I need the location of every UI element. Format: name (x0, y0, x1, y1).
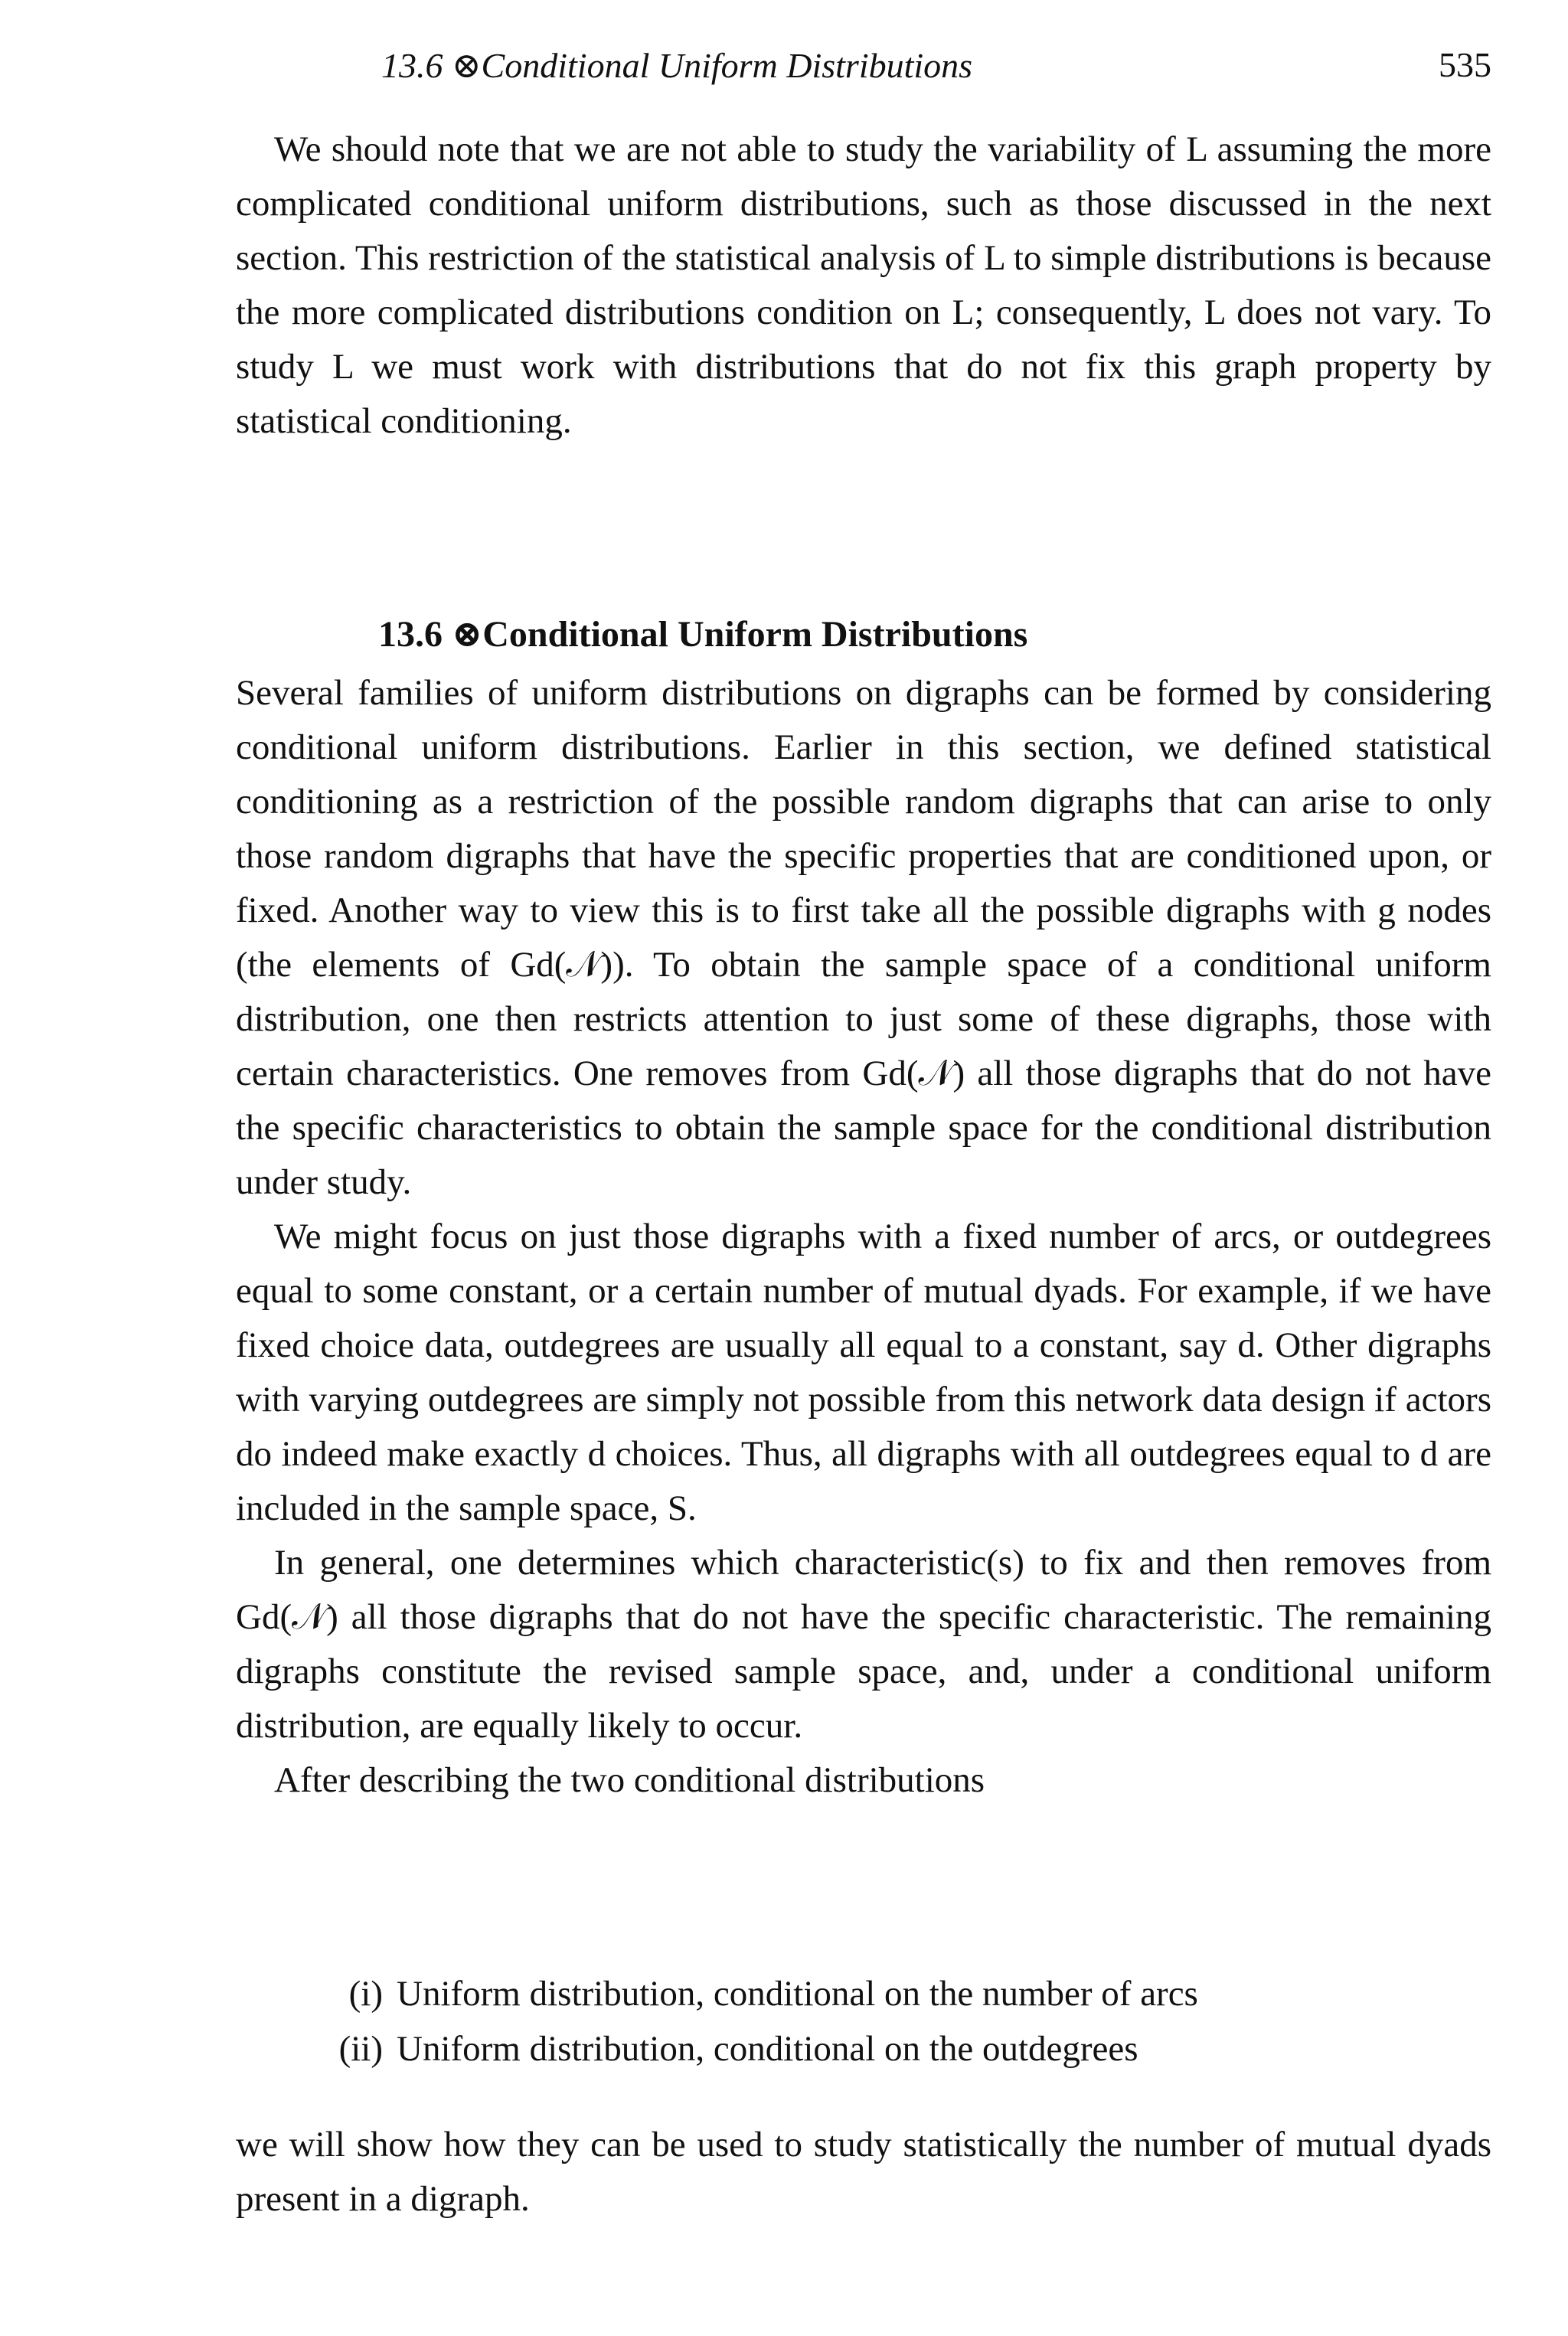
conditional-distributions-list (306, 1966, 1198, 2076)
closing-block (236, 2118, 1491, 2227)
intro-paragraph: We should note that we are not able to study the variability of L assuming the more complicated conditional uniform distributions, such as those discussed in the next section. This restriction of the statistical analysis of L to simple distributions is because the more complicated distributions condition on L; consequently, L does not vary. To study L we must work with distributions that do not fix this graph property by statistical conditioning. (236, 129, 1491, 441)
section-heading: 13.6 ⊗Conditional Uniform Distributions (378, 614, 1028, 655)
page-number: 535 (1439, 45, 1491, 84)
section-paragraph-1: Several families of uniform distributions on digraphs can be formed by considering conditional uniform distributions. Earlier in this section, we defined statistical conditioning as a restriction of the possible random digraphs that can arise to only those random digraphs that have the specific properties that are conditioned upon, or fixed. Another way to view this is to first take all the possible digraphs with g nodes (the elements of Gd(𝒩)). To obtain the sample space of a conditional uniform distribution, one then restricts attention to just some of these digraphs, those with certain characteristics. One removes from Gd(𝒩) all those digraphs that do not have the specific characteristics to obtain the sample space for the conditional distribution under study. (236, 673, 1491, 1202)
list-marker: (i) (348, 1974, 383, 2014)
section-paragraph-3: In general, one determines which characteristic(s) to fix and then removes from Gd(𝒩) all those digraphs that do not have the specific characteristic. The remaining digraphs constitute the revised sample space, and, under a conditional uniform distribution, are equally likely to occur. (236, 1543, 1491, 1746)
section-paragraph-4: After describing the two conditional distributions (274, 1760, 985, 1800)
list-item (306, 1966, 1198, 2021)
list-text: Uniform distribution, conditional on the outdegrees (397, 2029, 1138, 2069)
intro-block (236, 123, 1491, 449)
closing-paragraph: we will show how they can be used to study statistically the number of mutual dyads present in a digraph. (236, 2125, 1491, 2219)
list-marker: (ii) (338, 2029, 383, 2069)
section-paragraph-2: We might focus on just those digraphs with a fixed number of arcs, or outdegrees equal to some constant, or a certain number of mutual dyads. For example, if we have fixed choice data, outdegrees are usually all equal to a constant, say d. Other digraphs with varying outdegrees are simply not possible from this network data design if actors do indeed make exactly d choices. Thus, all digraphs with all outdegrees equal to d are included in the sample space, S. (236, 1217, 1491, 1528)
running-head (381, 44, 1491, 86)
running-head-title: 13.6 ⊗Conditional Uniform Distributions (381, 46, 973, 85)
list-item (306, 2021, 1198, 2076)
section-body (236, 666, 1491, 1808)
list-text: Uniform distribution, conditional on the number of arcs (397, 1974, 1198, 2014)
